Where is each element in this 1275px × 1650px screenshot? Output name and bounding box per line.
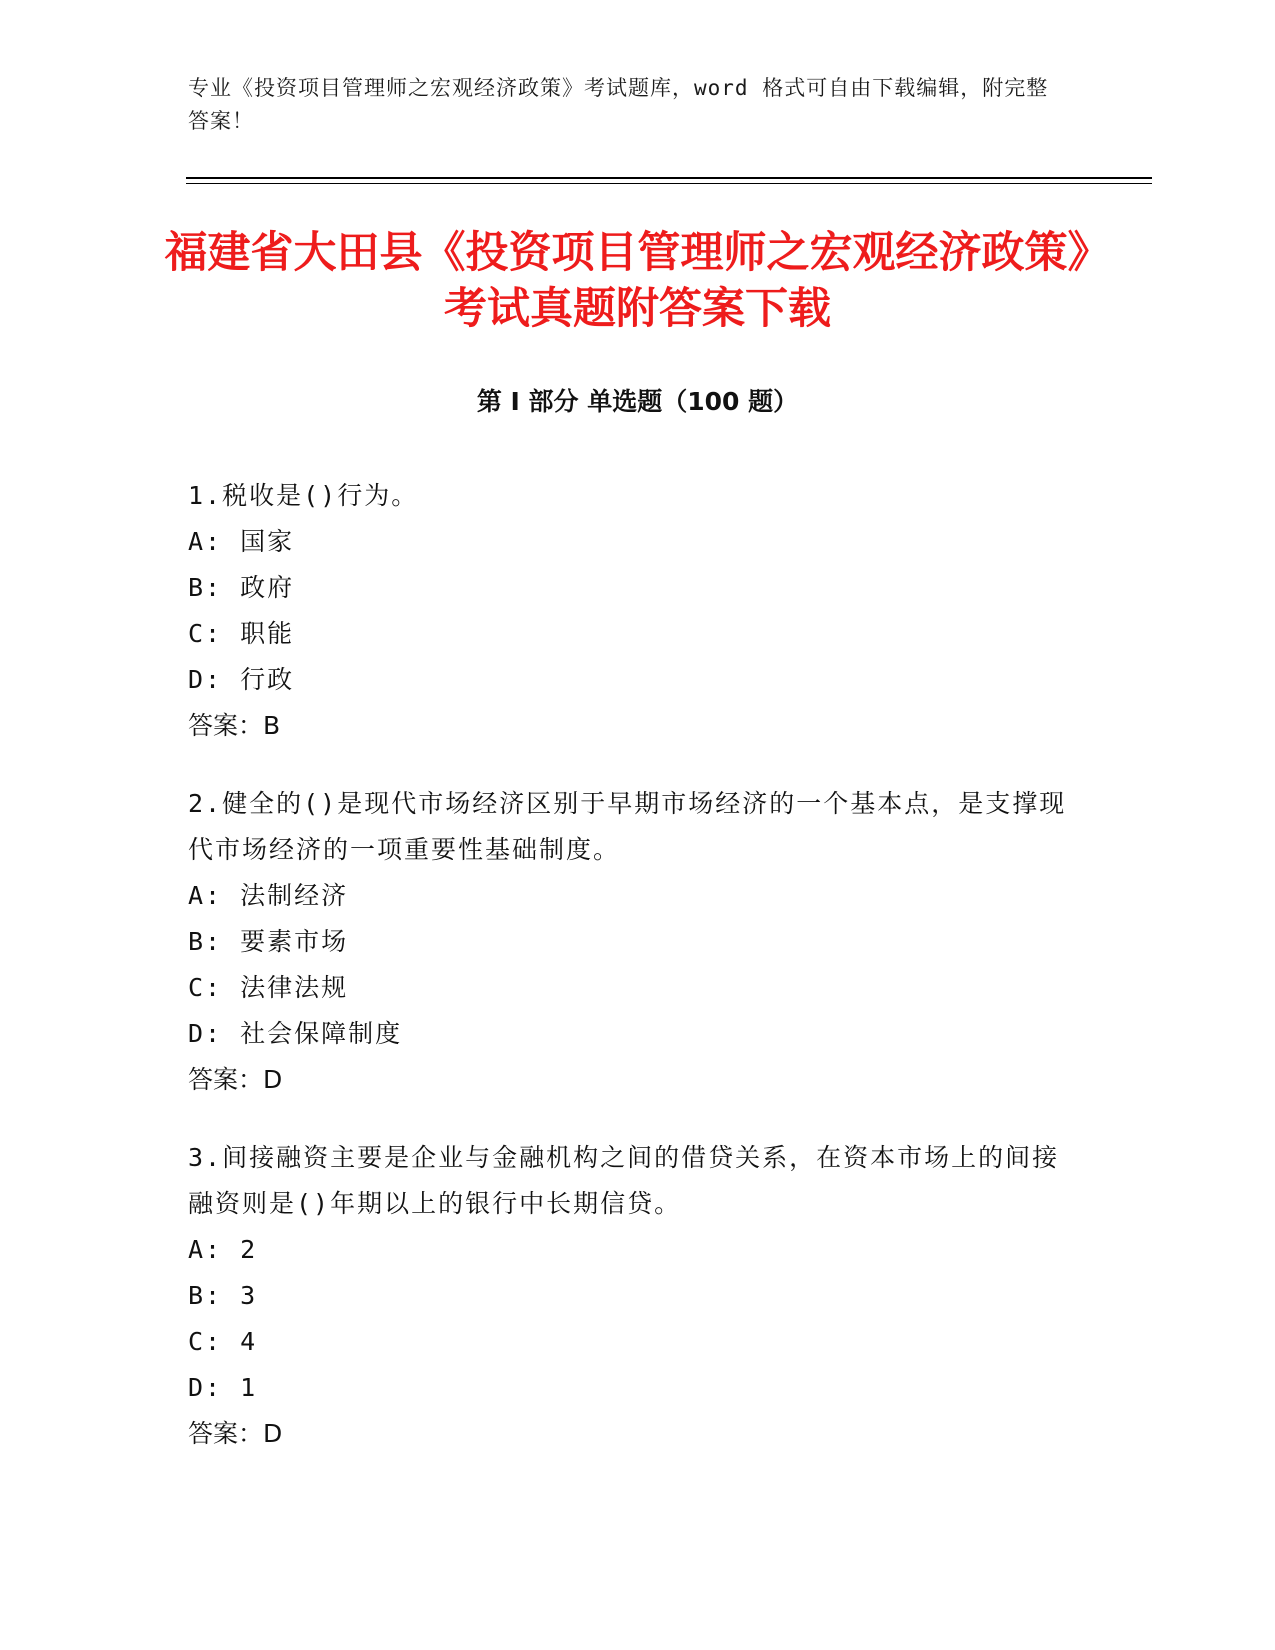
option-label: D: bbox=[188, 1373, 223, 1402]
option-b bbox=[188, 565, 1068, 611]
option-text: 国家 bbox=[240, 527, 295, 556]
option-text: 社会保障制度 bbox=[240, 1019, 403, 1048]
answer-line: 答案：D bbox=[188, 1419, 283, 1448]
option-c bbox=[188, 611, 1068, 657]
option-text: 2 bbox=[240, 1235, 258, 1264]
question-stem: 1.税收是()行为。 bbox=[188, 481, 419, 510]
option-text: 法律法规 bbox=[240, 973, 349, 1002]
option-label: D: bbox=[188, 1019, 223, 1048]
option-text: 1 bbox=[240, 1373, 258, 1402]
answer-line: 答案：D bbox=[188, 1065, 283, 1094]
option-d bbox=[188, 1365, 1068, 1411]
option-a bbox=[188, 1227, 1068, 1273]
question-3 bbox=[188, 1135, 1068, 1457]
option-text: 要素市场 bbox=[240, 927, 349, 956]
option-label: B: bbox=[188, 927, 223, 956]
option-c bbox=[188, 1319, 1068, 1365]
option-text: 4 bbox=[240, 1327, 258, 1356]
header-divider-thick bbox=[186, 177, 1152, 179]
option-label: B: bbox=[188, 1281, 223, 1310]
header-note: 专业《投资项目管理师之宏观经济政策》考试题库，word 格式可自由下载编辑，附完整答案！ bbox=[188, 76, 1049, 133]
option-label: C: bbox=[188, 619, 223, 648]
option-text: 行政 bbox=[240, 665, 295, 694]
option-d bbox=[188, 1011, 1068, 1057]
section-heading: 第 I 部分 单选题（100 题） bbox=[476, 387, 799, 416]
option-text: 政府 bbox=[240, 573, 295, 602]
option-c bbox=[188, 965, 1068, 1011]
question-stem: 3.间接融资主要是企业与金融机构之间的借贷关系，在资本市场上的间接融资则是()年期以上的银行中长期信贷。 bbox=[188, 1143, 1060, 1218]
header-divider-thin bbox=[186, 183, 1152, 184]
option-text: 职能 bbox=[240, 619, 295, 648]
question-stem: 2.健全的()是现代市场经济区别于早期市场经济的一个基本点，是支撑现代市场经济的一项重要性基础制度。 bbox=[188, 789, 1067, 864]
answer-line: 答案：B bbox=[188, 711, 281, 740]
option-d bbox=[188, 657, 1068, 703]
option-label: A: bbox=[188, 527, 223, 556]
question-1 bbox=[188, 473, 1068, 749]
option-b bbox=[188, 1273, 1068, 1319]
question-list bbox=[188, 473, 1068, 1489]
option-text: 法制经济 bbox=[240, 881, 349, 910]
option-label: A: bbox=[188, 881, 223, 910]
document-title: 福建省大田县《投资项目管理师之宏观经济政策》考试真题附答案下载 bbox=[164, 228, 1111, 334]
option-label: C: bbox=[188, 973, 223, 1002]
option-label: D: bbox=[188, 665, 223, 694]
option-label: B: bbox=[188, 573, 223, 602]
question-2 bbox=[188, 781, 1068, 1103]
option-label: C: bbox=[188, 1327, 223, 1356]
option-a bbox=[188, 873, 1068, 919]
option-a bbox=[188, 519, 1068, 565]
option-text: 3 bbox=[240, 1281, 258, 1310]
option-label: A: bbox=[188, 1235, 223, 1264]
option-b bbox=[188, 919, 1068, 965]
